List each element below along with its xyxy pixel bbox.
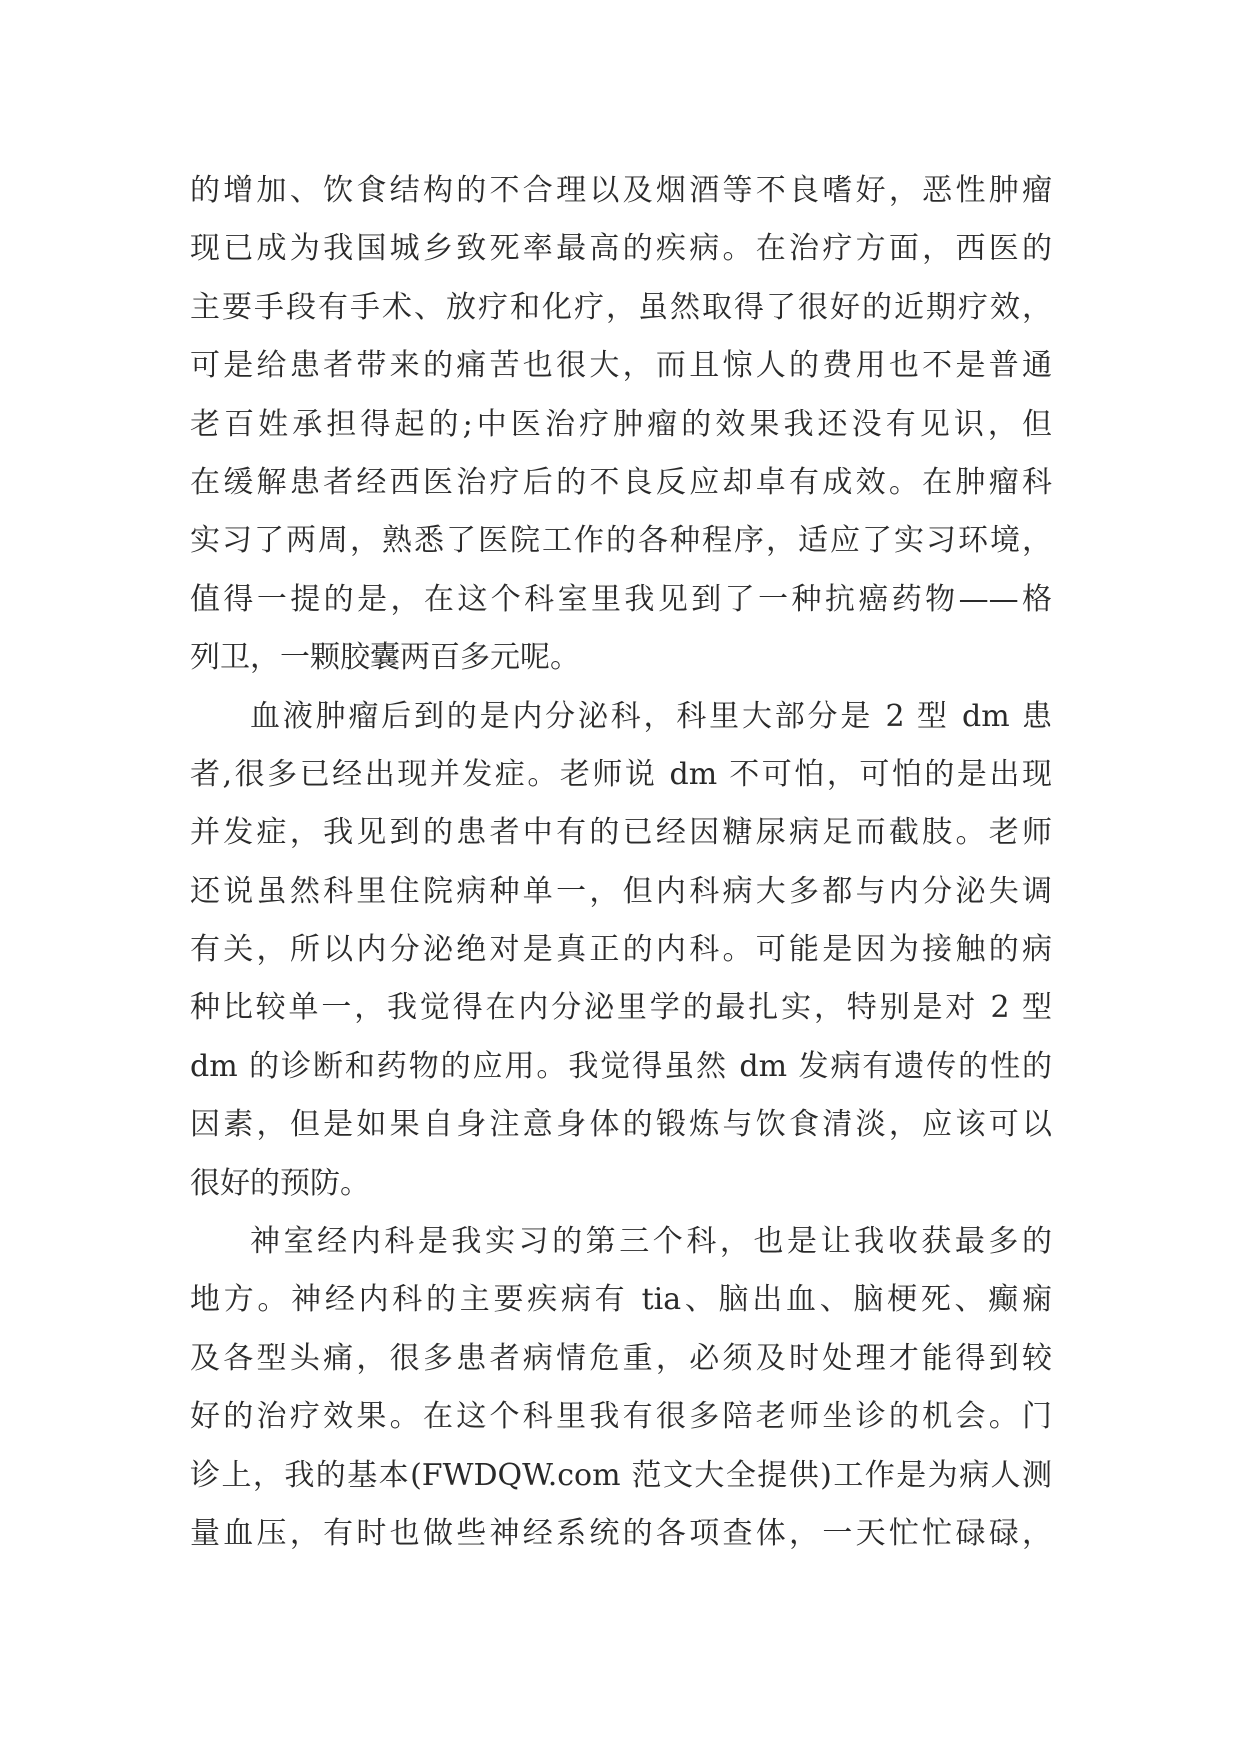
text-line: 还说虽然科里住院病种单一，但内科病大多都与内分泌失调 bbox=[190, 873, 1052, 909]
paragraph-1 bbox=[190, 162, 1052, 688]
text-line: 量血压，有时也做些神经系统的各项查体，一天忙忙碌碌， bbox=[190, 1515, 1052, 1551]
text-line: 值得一提的是，在这个科室里我见到了一种抗癌药物——格 bbox=[190, 581, 1052, 617]
text-line: 可是给患者带来的痛苦也很大，而且惊人的费用也不是普通 bbox=[190, 348, 1052, 384]
text-line: 及各型头痛，很多患者病情危重，必须及时处理才能得到较 bbox=[190, 1340, 1052, 1376]
paragraph-2 bbox=[190, 688, 1052, 1214]
text-line: 现已成为我国城乡致死率最高的疾病。在治疗方面，西医的 bbox=[190, 231, 1052, 267]
text-line: 很好的预防。 bbox=[190, 1165, 370, 1201]
text-line: 血液肿瘤后到的是内分泌科，科里大部分是 2 型 dm 患 bbox=[250, 698, 1052, 734]
text-line: 地方。神经内科的主要疾病有 tia、脑出血、脑梗死、癫痫 bbox=[190, 1282, 1052, 1318]
text-line: dm 的诊断和药物的应用。我觉得虽然 dm 发病有遗传的性的 bbox=[190, 1048, 1052, 1084]
paragraph-3 bbox=[190, 1213, 1052, 1563]
text-line: 者,很多已经出现并发症。老师说 dm 不可怕，可怕的是出现 bbox=[190, 756, 1052, 792]
text-line: 并发症，我见到的患者中有的已经因糖尿病足而截肢。老师 bbox=[190, 815, 1052, 851]
text-line: 实习了两周，熟悉了医院工作的各种程序，适应了实习环境， bbox=[190, 523, 1052, 559]
text-line: 在缓解患者经西医治疗后的不良反应却卓有成效。在肿瘤科 bbox=[190, 464, 1052, 500]
text-line: 诊上，我的基本(FWDQW.com 范文大全提供)工作是为病人测 bbox=[190, 1457, 1052, 1493]
text-line: 主要手段有手术、放疗和化疗，虽然取得了很好的近期疗效， bbox=[190, 289, 1052, 325]
text-line: 因素，但是如果自身注意身体的锻炼与饮食清淡，应该可以 bbox=[190, 1107, 1052, 1143]
text-line: 老百姓承担得起的;中医治疗肿瘤的效果我还没有见识，但 bbox=[190, 406, 1052, 442]
text-line: 神室经内科是我实习的第三个科，也是让我收获最多的 bbox=[250, 1224, 1052, 1260]
text-line: 列卫，一颗胶囊两百多元呢。 bbox=[190, 640, 580, 676]
text-line: 有关，所以内分泌绝对是真正的内科。可能是因为接触的病 bbox=[190, 932, 1052, 968]
text-line: 种比较单一，我觉得在内分泌里学的最扎实，特别是对 2 型 bbox=[190, 990, 1052, 1026]
text-line: 的增加、饮食结构的不合理以及烟酒等不良嗜好，恶性肿瘤 bbox=[190, 173, 1052, 208]
text-line: 好的治疗效果。在这个科里我有很多陪老师坐诊的机会。门 bbox=[190, 1399, 1052, 1435]
document-body bbox=[190, 162, 1052, 1563]
